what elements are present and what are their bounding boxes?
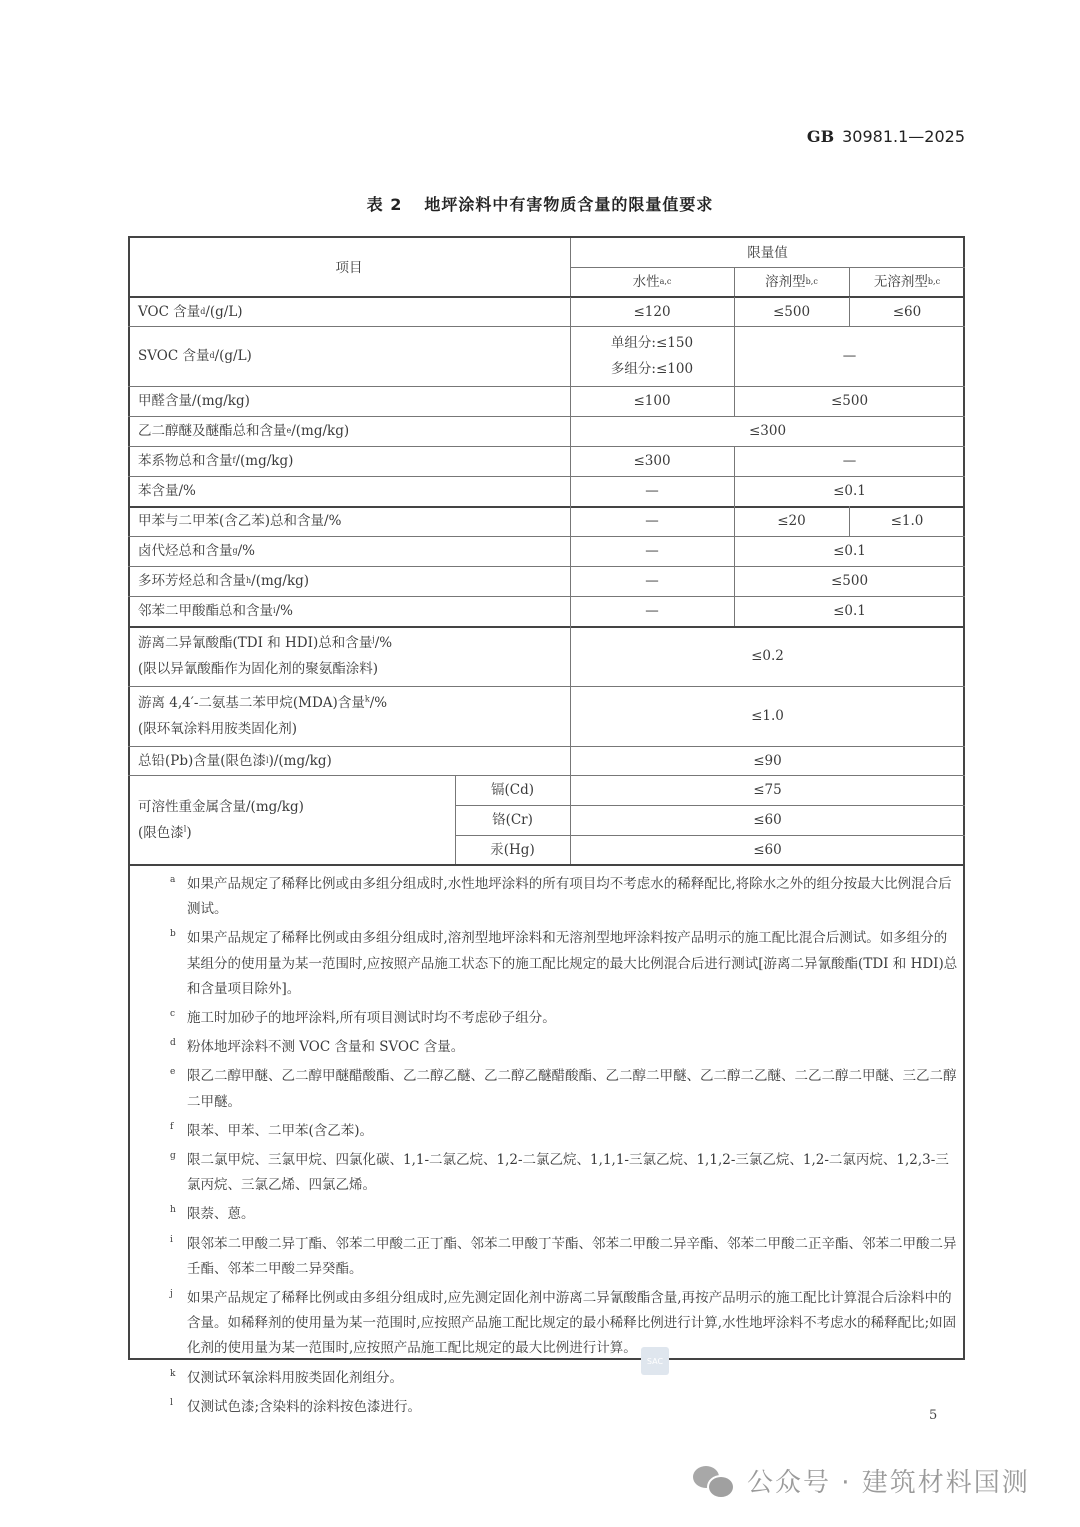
heavy-metal-name <box>455 835 570 865</box>
table-row-item <box>128 686 570 746</box>
limit-water <box>570 566 734 596</box>
footnote <box>170 1286 960 1362</box>
table-title-text: 地坪涂料中有害物质含量的限量值要求 <box>424 195 714 214</box>
table-row-item: 乙二醇醚及醚酯总和含量 e /(mg/kg) <box>128 416 570 446</box>
row-item-name: 卤代烃总和含量 <box>138 543 233 559</box>
header-limit: 限量值 <box>747 244 788 261</box>
header-item: 项目 <box>335 259 363 276</box>
limit-value: ≤60 <box>753 812 782 828</box>
limit-water <box>570 536 734 566</box>
header-water: 水性 <box>632 274 660 290</box>
footnote-text: 限邻苯二甲酸二异丁酯、邻苯二甲酸二正丁酯、邻苯二甲酸丁苄酯、邻苯二甲酸二异辛酯、邻苯二甲酸二正辛酯、邻苯二甲酸二异壬酯、邻苯二甲酸二异癸酯。 <box>187 1235 957 1277</box>
footnote <box>170 1006 960 1031</box>
header-item-cell <box>128 238 570 297</box>
footnote-ref: k <box>364 694 370 704</box>
footnote <box>170 1064 960 1114</box>
limit-value: ≤500 <box>830 393 869 409</box>
row-item-unit: /(mg/kg) <box>235 453 294 469</box>
limit-water <box>570 476 734 506</box>
row-item-name: 苯系物总和含量 <box>138 453 233 469</box>
standard-prefix: GB <box>806 127 835 146</box>
footnote <box>170 1395 960 1420</box>
limit-value: ≤300 <box>633 453 671 469</box>
footnote <box>170 1035 960 1060</box>
footnote-text: 如果产品规定了稀释比例或由多组分组成时,应先测定固化剂中游离二异氰酸酯含量,再按产品明示的施工配比计算混合后涂料中的含量。如稀释剂的使用量为某一范围时,应按照产品施工配比规定的最小稀释比例进行计算,水性地坪涂料不考虑水的稀释配比;如固化剂的使用量为某一范围时,应按照产品施工配比规定的最大比例进行计算。 <box>187 1290 957 1357</box>
standard-number <box>780 127 965 146</box>
header-solvent-cell: 溶剂型 b,c <box>734 267 849 297</box>
footnote-mark: d <box>170 1038 176 1049</box>
row-item-name: 邻苯二甲酸酯总和含量 <box>138 603 273 619</box>
row-item-unit: /(mg/kg) <box>291 423 350 439</box>
table-row-item <box>128 506 570 536</box>
header-limit-cell <box>570 238 965 267</box>
table-row-item <box>128 476 570 506</box>
table-row-item: 卤代烃总和含量 g /% <box>128 536 570 566</box>
footnote-text: 限乙二醇甲醚、乙二醇甲醚醋酸酯、乙二醇乙醚、乙二醇乙醚醋酸酯、乙二醇二甲醚、乙二醇二乙醚、二乙二醇二甲醚、三乙二醇二甲醚。 <box>187 1068 957 1110</box>
row-item-unit: )/(mg/kg) <box>268 752 332 769</box>
limit-value: ≤500 <box>830 573 869 589</box>
row-item-name: 总铅(Pb)含量(限色漆 <box>138 752 267 769</box>
metal-name: 铬(Cr) <box>492 812 533 828</box>
footnote-mark: j <box>170 1289 173 1300</box>
limit-solvent-and-solventless <box>734 536 965 566</box>
limit-solvent-and-solventless <box>734 326 965 386</box>
limit-value: ≤0.1 <box>833 603 866 619</box>
row-item-scope: (限色漆 <box>138 825 184 841</box>
limit-value: — <box>645 573 659 589</box>
footnote-text: 施工时加砂子的地坪涂料,所有项目测试时均不考虑砂子组分。 <box>187 1010 556 1027</box>
limit-value: ≤100 <box>633 393 671 409</box>
table-row-item: SVOC 含量 d /(g/L) <box>128 326 570 386</box>
row-item-name: 苯含量 <box>138 483 179 499</box>
footnote-text: 限萘、蒽。 <box>187 1206 255 1223</box>
footnote-mark: g <box>170 1151 176 1162</box>
watermark-text: 公众号 · 建筑材料国测 <box>747 1468 1030 1498</box>
row-item-name: 甲醛含量 <box>138 393 192 409</box>
footnote-mark: e <box>170 1067 176 1078</box>
row-item-unit: /% <box>237 543 256 559</box>
row-item-name: 游离 4,4′-二氨基二苯甲烷(MDA)含量 <box>138 695 365 711</box>
footnote-mark: h <box>170 1205 176 1216</box>
limit-all-types <box>570 626 965 686</box>
table-notes <box>170 872 960 1424</box>
limit-solvent-and-solventless <box>734 386 965 416</box>
page-number: 5 <box>929 1408 938 1423</box>
row-item-name: 游离二异氰酸酯(TDI 和 HDI)总和含量 <box>138 635 373 651</box>
row-item-unit: /% <box>369 695 388 711</box>
sac-stamp: SAC <box>641 1347 669 1375</box>
limit-value: — <box>645 483 659 499</box>
row-item-name: 多环芳烃总和含量 <box>138 573 246 589</box>
header-solventless-cell: 无溶剂型 b,c <box>849 267 965 297</box>
limit-water <box>570 326 734 386</box>
row-item-unit: /(mg/kg) <box>251 573 310 589</box>
footnote-mark: f <box>170 1121 174 1132</box>
limit-all-types <box>570 686 965 746</box>
header-water-cell: 水性 a,c <box>570 267 734 297</box>
limit-value: ≤75 <box>753 782 782 798</box>
limit-solvent-and-solventless <box>734 596 965 626</box>
row-item-scope: (限环氧涂料用胺类固化剂) <box>138 721 298 737</box>
metal-name: 汞(Hg) <box>490 842 535 858</box>
footnote <box>170 872 960 922</box>
limit-solvent-and-solventless <box>734 566 965 596</box>
metal-name: 镉(Cd) <box>490 782 534 798</box>
footnote-mark: l <box>170 1397 173 1408</box>
heavy-metal-limit <box>570 775 965 805</box>
limit-value: ≤0.1 <box>833 483 866 499</box>
row-item-name: 可溶性重金属含量/(mg/kg) <box>138 799 304 815</box>
footnote-mark: i <box>170 1234 173 1245</box>
footnote <box>170 1119 960 1144</box>
limit-value: ≤60 <box>892 303 922 320</box>
watermark <box>693 1462 1030 1499</box>
footnote-mark: k <box>170 1368 176 1379</box>
row-item-unit: /% <box>324 513 342 529</box>
limit-value: — <box>645 543 659 559</box>
limit-solvent-and-solventless <box>734 446 965 476</box>
limit-solventless <box>849 506 965 536</box>
heavy-metal-limit <box>570 835 965 865</box>
footnote-mark: c <box>170 1009 176 1020</box>
row-item-unit: /(mg/kg) <box>192 393 250 409</box>
limit-value: ≤0.1 <box>833 543 866 559</box>
footnote-text: 如果产品规定了稀释比例或由多组分组成时,溶剂型地坪涂料和无溶剂型地坪涂料按产品明示的施工配比混合后测试。如多组分的某组分的使用量为某一范围时,应按照产品施工状态下的施工配比规定的最大比例混合后进行测试[游离二异氰酸酯(TDI 和 HDI)总和含量项目除外]。 <box>187 930 958 997</box>
heavy-metal-name <box>455 775 570 805</box>
limit-value: ≤500 <box>772 303 811 320</box>
limit-water <box>570 386 734 416</box>
heavy-metal-name <box>455 805 570 835</box>
footnote <box>170 1148 960 1198</box>
footnote-ref: l <box>183 824 187 834</box>
wechat-icon <box>693 1464 735 1498</box>
footnote <box>170 926 960 1002</box>
limit-water <box>570 297 734 326</box>
limit-value: ≤1.0 <box>890 513 924 529</box>
limit-water <box>570 446 734 476</box>
limit-water <box>570 596 734 626</box>
limit-value: — <box>645 513 659 529</box>
table-row-item: 多环芳烃总和含量 h /(mg/kg) <box>128 566 570 596</box>
row-item-name: SVOC 含量 <box>138 348 210 364</box>
limit-value: ≤1.0 <box>751 708 784 724</box>
footnote-text: 限二氯甲烷、三氯甲烷、四氯化碳、1,1-二氯乙烷、1,2-二氯乙烷、1,1,1-三氯乙烷、1,1,2-三氯乙烷、1,2-二氯丙烷、1,2,3-三氯丙烷、三氯乙烯、四氯乙烯。 <box>187 1152 949 1194</box>
limit-value: — <box>842 348 857 364</box>
table-row-item <box>128 386 570 416</box>
row-item-name: 甲苯与二甲苯(含乙苯)总和含量 <box>138 513 325 529</box>
row-item-unit: /(g/L) <box>205 303 243 320</box>
footnote <box>170 1232 960 1282</box>
footnote-ref: j <box>372 634 375 644</box>
table-title <box>0 192 1080 215</box>
row-item-unit: /(g/L) <box>214 348 252 364</box>
limit-solvent-and-solventless <box>734 476 965 506</box>
row-item-scope: (限以异氰酸酯作为固化剂的聚氨酯涂料) <box>138 661 379 677</box>
row-item-name: VOC 含量 <box>138 303 201 320</box>
limit-value: ≤120 <box>633 303 671 320</box>
table-row-item: VOC 含量 d /(g/L) <box>128 297 570 326</box>
limit-value: — <box>842 453 857 469</box>
table-row-item <box>128 626 570 686</box>
footnote-mark: b <box>170 929 176 940</box>
table-row-item: 邻苯二甲酸酯总和含量 i /% <box>128 596 570 626</box>
limit-value: ≤20 <box>777 513 806 529</box>
limit-value: 单组分:≤150 <box>610 335 694 351</box>
limit-value: — <box>645 603 659 619</box>
table-number: 表 2 <box>366 195 403 214</box>
footnote-mark: a <box>170 875 176 885</box>
row-item-name: 乙二醇醚及醚酯总和含量 <box>138 423 287 439</box>
table-row-heavy-metals <box>128 775 455 865</box>
standard-code: 30981.1—2025 <box>842 127 965 146</box>
row-item-unit: /% <box>374 635 393 651</box>
heavy-metal-limit <box>570 805 965 835</box>
limit-value: ≤90 <box>753 752 782 769</box>
limit-value: ≤300 <box>748 423 787 439</box>
footnote-text: 仅测试色漆;含染料的涂料按色漆进行。 <box>187 1398 422 1415</box>
footnote-text: 粉体地坪涂料不测 VOC 含量和 SVOC 含量。 <box>187 1039 465 1056</box>
row-item-unit: /% <box>178 483 196 499</box>
limit-solvent <box>734 297 849 326</box>
footnote-text: 限苯、甲苯、二甲苯(含乙苯)。 <box>187 1122 374 1139</box>
table-row-item: 总铅(Pb)含量(限色漆 l )/(mg/kg) <box>128 746 570 775</box>
footnote <box>170 1202 960 1227</box>
footnote <box>170 1366 960 1391</box>
limit-solvent <box>734 506 849 536</box>
limit-all-types <box>570 416 965 446</box>
limit-value: 多组分:≤100 <box>610 361 694 377</box>
limit-solventless <box>849 297 965 326</box>
row-item-scope: ) <box>186 825 192 841</box>
limit-all-types <box>570 746 965 775</box>
footnote-text: 仅测试环氧涂料用胺类固化剂组分。 <box>187 1369 403 1386</box>
footnote-text: 如果产品规定了稀释比例或由多组分组成时,水性地坪涂料的所有项目均不考虑水的稀释配比,将除水之外的组分按最大比例混合后测试。 <box>187 876 952 918</box>
limit-value: ≤0.2 <box>751 648 784 664</box>
header-solvent: 溶剂型 <box>765 274 806 290</box>
limit-value: ≤60 <box>753 842 782 858</box>
header-solventless: 无溶剂型 <box>873 274 928 290</box>
row-item-unit: /% <box>275 603 293 619</box>
table-row-item: 苯系物总和含量 f /(mg/kg) <box>128 446 570 476</box>
limit-water <box>570 506 734 536</box>
